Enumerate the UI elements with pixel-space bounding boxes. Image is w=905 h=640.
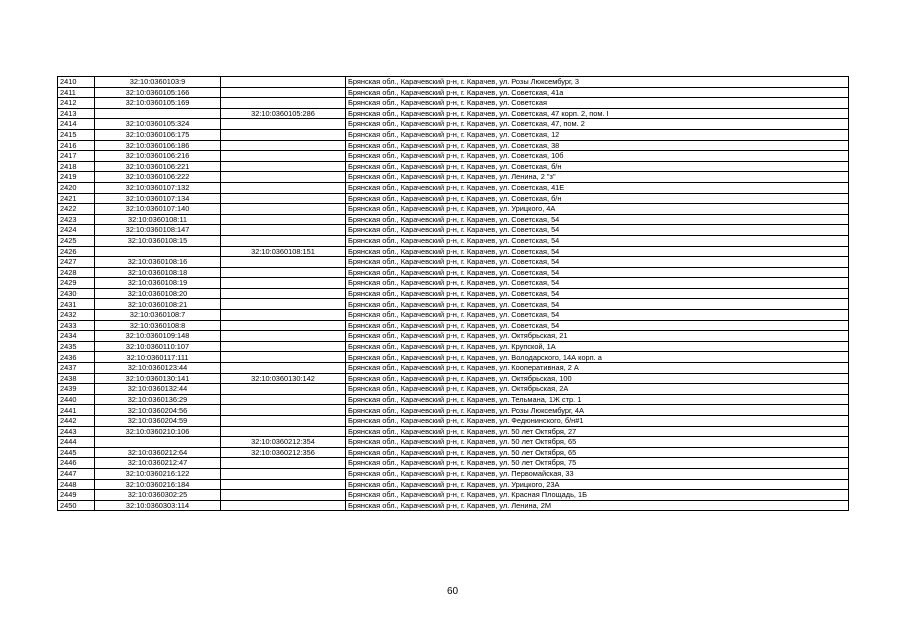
table-row	[58, 363, 849, 374]
secondary-cadastral-number-cell: 32:10:0360105:286	[221, 108, 346, 119]
cadastral-number-cell: 32:10:0360108:18	[95, 267, 221, 278]
address-cell: Брянская обл., Карачевский р-н, г. Карачев, ул. 50 лет Октября, 27	[346, 426, 849, 437]
registry-table-body	[58, 77, 849, 511]
table-row	[58, 447, 849, 458]
table-row	[58, 416, 849, 427]
secondary-cadastral-number-cell	[221, 363, 346, 374]
cadastral-number-cell: 32:10:0360204:56	[95, 405, 221, 416]
address-cell: Брянская обл., Карачевский р-н, г. Карачев, ул. 50 лет Октября, 65	[346, 447, 849, 458]
address-cell: Брянская обл., Карачевский р-н, г. Карачев, ул. Советская, 12	[346, 129, 849, 140]
secondary-cadastral-number-cell	[221, 500, 346, 511]
cadastral-number-cell: 32:10:0360117:111	[95, 352, 221, 363]
secondary-cadastral-number-cell	[221, 320, 346, 331]
cadastral-number-cell: 32:10:0360212:64	[95, 447, 221, 458]
table-row	[58, 479, 849, 490]
row-number-cell: 2428	[58, 267, 95, 278]
table-row	[58, 87, 849, 98]
address-cell: Брянская обл., Карачевский р-н, г. Карачев, ул. Розы Люксембург, 3	[346, 77, 849, 88]
table-row	[58, 394, 849, 405]
address-cell: Брянская обл., Карачевский р-н, г. Карачев, ул. Урицкого, 4А	[346, 204, 849, 215]
row-number-cell: 2444	[58, 437, 95, 448]
cadastral-number-cell	[95, 108, 221, 119]
cadastral-number-cell: 32:10:0360108:21	[95, 299, 221, 310]
cadastral-number-cell	[95, 246, 221, 257]
secondary-cadastral-number-cell: 32:10:0360130:142	[221, 373, 346, 384]
cadastral-number-cell: 32:10:0360132:44	[95, 384, 221, 395]
address-cell: Брянская обл., Карачевский р-н, г. Карачев, ул. Крупской, 1А	[346, 341, 849, 352]
row-number-cell: 2439	[58, 384, 95, 395]
secondary-cadastral-number-cell	[221, 193, 346, 204]
secondary-cadastral-number-cell	[221, 225, 346, 236]
table-row	[58, 437, 849, 448]
table-row	[58, 278, 849, 289]
address-cell: Брянская обл., Карачевский р-н, г. Карачев, ул. Ленина, 2 "з"	[346, 172, 849, 183]
address-cell: Брянская обл., Карачевский р-н, г. Карачев, ул. 50 лет Октября, 75	[346, 458, 849, 469]
cadastral-number-cell: 32:10:0360204:59	[95, 416, 221, 427]
table-row	[58, 214, 849, 225]
row-number-cell: 2442	[58, 416, 95, 427]
cadastral-number-cell: 32:10:0360130:141	[95, 373, 221, 384]
table-row	[58, 193, 849, 204]
secondary-cadastral-number-cell	[221, 341, 346, 352]
row-number-cell: 2447	[58, 468, 95, 479]
row-number-cell: 2425	[58, 235, 95, 246]
row-number-cell: 2443	[58, 426, 95, 437]
row-number-cell: 2441	[58, 405, 95, 416]
secondary-cadastral-number-cell	[221, 405, 346, 416]
secondary-cadastral-number-cell	[221, 310, 346, 321]
address-cell: Брянская обл., Карачевский р-н, г. Карачев, ул. Первомайская, 33	[346, 468, 849, 479]
secondary-cadastral-number-cell: 32:10:0360212:356	[221, 447, 346, 458]
cadastral-number-cell: 32:10:0360108:20	[95, 288, 221, 299]
address-cell: Брянская обл., Карачевский р-н, г. Карачев, ул. Советская, 54	[346, 320, 849, 331]
cadastral-number-cell: 32:10:0360106:175	[95, 129, 221, 140]
cadastral-number-cell: 32:10:0360108:11	[95, 214, 221, 225]
secondary-cadastral-number-cell	[221, 204, 346, 215]
table-row	[58, 140, 849, 151]
address-cell: Брянская обл., Карачевский р-н, г. Карачев, ул. Советская, 41Е	[346, 182, 849, 193]
row-number-cell: 2433	[58, 320, 95, 331]
cadastral-number-cell: 32:10:0360108:7	[95, 310, 221, 321]
table-row	[58, 490, 849, 501]
row-number-cell: 2420	[58, 182, 95, 193]
cadastral-number-cell: 32:10:0360106:216	[95, 151, 221, 162]
secondary-cadastral-number-cell	[221, 267, 346, 278]
table-row	[58, 426, 849, 437]
address-cell: Брянская обл., Карачевский р-н, г. Карачев, ул. Советская, 47 корп. 2, пом. I	[346, 108, 849, 119]
secondary-cadastral-number-cell	[221, 299, 346, 310]
address-cell: Брянская обл., Карачевский р-н, г. Карачев, ул. 50 лет Октября, 65	[346, 437, 849, 448]
address-cell: Брянская обл., Карачевский р-н, г. Карачев, ул. Розы Люксембург, 4А	[346, 405, 849, 416]
secondary-cadastral-number-cell	[221, 278, 346, 289]
row-number-cell: 2415	[58, 129, 95, 140]
cadastral-number-cell: 32:10:0360108:147	[95, 225, 221, 236]
cadastral-number-cell: 32:10:0360108:8	[95, 320, 221, 331]
address-cell: Брянская обл., Карачевский р-н, г. Карачев, ул. Ленина, 2М	[346, 500, 849, 511]
cadastral-number-cell: 32:10:0360107:132	[95, 182, 221, 193]
table-row	[58, 468, 849, 479]
secondary-cadastral-number-cell	[221, 151, 346, 162]
cadastral-number-cell: 32:10:0360216:122	[95, 468, 221, 479]
table-row	[58, 235, 849, 246]
row-number-cell: 2412	[58, 98, 95, 109]
secondary-cadastral-number-cell	[221, 288, 346, 299]
row-number-cell: 2448	[58, 479, 95, 490]
cadastral-number-cell: 32:10:0360302:25	[95, 490, 221, 501]
address-cell: Брянская обл., Карачевский р-н, г. Карачев, ул. Советская, б/н	[346, 161, 849, 172]
cadastral-number-cell: 32:10:0360108:16	[95, 257, 221, 268]
cadastral-number-cell: 32:10:0360303:114	[95, 500, 221, 511]
row-number-cell: 2431	[58, 299, 95, 310]
secondary-cadastral-number-cell	[221, 214, 346, 225]
secondary-cadastral-number-cell	[221, 98, 346, 109]
secondary-cadastral-number-cell	[221, 129, 346, 140]
row-number-cell: 2417	[58, 151, 95, 162]
secondary-cadastral-number-cell	[221, 140, 346, 151]
secondary-cadastral-number-cell	[221, 352, 346, 363]
address-cell: Брянская обл., Карачевский р-н, г. Карачев, ул. Советская	[346, 98, 849, 109]
row-number-cell: 2434	[58, 331, 95, 342]
table-row	[58, 246, 849, 257]
address-cell: Брянская обл., Карачевский р-н, г. Карачев, ул. Советская, 54	[346, 246, 849, 257]
row-number-cell: 2410	[58, 77, 95, 88]
address-cell: Брянская обл., Карачевский р-н, г. Карачев, ул. Советская, 54	[346, 288, 849, 299]
table-row	[58, 288, 849, 299]
row-number-cell: 2449	[58, 490, 95, 501]
row-number-cell: 2438	[58, 373, 95, 384]
row-number-cell: 2413	[58, 108, 95, 119]
cadastral-number-cell: 32:10:0360103:9	[95, 77, 221, 88]
secondary-cadastral-number-cell	[221, 458, 346, 469]
address-cell: Брянская обл., Карачевский р-н, г. Карачев, ул. Октябрьская, 2А	[346, 384, 849, 395]
row-number-cell: 2418	[58, 161, 95, 172]
row-number-cell: 2436	[58, 352, 95, 363]
cadastral-number-cell: 32:10:0360123:44	[95, 363, 221, 374]
address-cell: Брянская обл., Карачевский р-н, г. Карачев, ул. Володарского, 14А корп. а	[346, 352, 849, 363]
row-number-cell: 2421	[58, 193, 95, 204]
address-cell: Брянская обл., Карачевский р-н, г. Карачев, ул. Советская, 54	[346, 257, 849, 268]
table-row	[58, 373, 849, 384]
secondary-cadastral-number-cell	[221, 257, 346, 268]
page-number: 60	[446, 586, 459, 597]
cadastral-number-cell: 32:10:0360136:29	[95, 394, 221, 405]
table-row	[58, 458, 849, 469]
address-cell: Брянская обл., Карачевский р-н, г. Карачев, ул. Советская, 54	[346, 267, 849, 278]
address-cell: Брянская обл., Карачевский р-н, г. Карачев, ул. Урицкого, 23А	[346, 479, 849, 490]
table-row	[58, 119, 849, 130]
row-number-cell: 2450	[58, 500, 95, 511]
row-number-cell: 2416	[58, 140, 95, 151]
address-cell: Брянская обл., Карачевский р-н, г. Карачев, ул. Советская, б/н	[346, 193, 849, 204]
cadastral-number-cell: 32:10:0360107:140	[95, 204, 221, 215]
secondary-cadastral-number-cell	[221, 87, 346, 98]
table-row	[58, 331, 849, 342]
secondary-cadastral-number-cell	[221, 394, 346, 405]
address-cell: Брянская обл., Карачевский р-н, г. Карачев, ул. Советская, 41а	[346, 87, 849, 98]
property-registry-table	[57, 76, 849, 511]
table-row	[58, 182, 849, 193]
secondary-cadastral-number-cell	[221, 172, 346, 183]
table-row	[58, 257, 849, 268]
row-number-cell: 2430	[58, 288, 95, 299]
cadastral-number-cell: 32:10:0360106:222	[95, 172, 221, 183]
cadastral-number-cell: 32:10:0360105:169	[95, 98, 221, 109]
table-row	[58, 151, 849, 162]
row-number-cell: 2414	[58, 119, 95, 130]
cadastral-number-cell	[95, 437, 221, 448]
table-row	[58, 172, 849, 183]
address-cell: Брянская обл., Карачевский р-н, г. Карачев, ул. Тельмана, 1Ж стр. 1	[346, 394, 849, 405]
address-cell: Брянская обл., Карачевский р-н, г. Карачев, ул. Советская, 54	[346, 310, 849, 321]
secondary-cadastral-number-cell	[221, 77, 346, 88]
cadastral-number-cell: 32:10:0360107:134	[95, 193, 221, 204]
address-cell: Брянская обл., Карачевский р-н, г. Карачев, ул. Советская, 10б	[346, 151, 849, 162]
secondary-cadastral-number-cell	[221, 331, 346, 342]
secondary-cadastral-number-cell: 32:10:0360212:354	[221, 437, 346, 448]
address-cell: Брянская обл., Карачевский р-н, г. Карачев, ул. Советская, 54	[346, 214, 849, 225]
secondary-cadastral-number-cell: 32:10:0360108:151	[221, 246, 346, 257]
cadastral-number-cell: 32:10:0360210:106	[95, 426, 221, 437]
cadastral-number-cell: 32:10:0360109:148	[95, 331, 221, 342]
table-row	[58, 204, 849, 215]
address-cell: Брянская обл., Карачевский р-н, г. Карачев, ул. Октябрьская, 21	[346, 331, 849, 342]
address-cell: Брянская обл., Карачевский р-н, г. Карачев, ул. Кооперативная, 2 А	[346, 363, 849, 374]
address-cell: Брянская обл., Карачевский р-н, г. Карачев, ул. Советская, 54	[346, 299, 849, 310]
table-row	[58, 384, 849, 395]
address-cell: Брянская обл., Карачевский р-н, г. Карачев, ул. Советская, 54	[346, 225, 849, 236]
cadastral-number-cell: 32:10:0360216:184	[95, 479, 221, 490]
address-cell: Брянская обл., Карачевский р-н, г. Карачев, ул. Советская, 54	[346, 235, 849, 246]
cadastral-number-cell: 32:10:0360106:186	[95, 140, 221, 151]
cadastral-number-cell: 32:10:0360108:19	[95, 278, 221, 289]
secondary-cadastral-number-cell	[221, 119, 346, 130]
secondary-cadastral-number-cell	[221, 490, 346, 501]
row-number-cell: 2446	[58, 458, 95, 469]
table-row	[58, 98, 849, 109]
secondary-cadastral-number-cell	[221, 235, 346, 246]
cadastral-number-cell: 32:10:0360106:221	[95, 161, 221, 172]
cadastral-number-cell: 32:10:0360105:166	[95, 87, 221, 98]
row-number-cell: 2429	[58, 278, 95, 289]
secondary-cadastral-number-cell	[221, 161, 346, 172]
cadastral-number-cell: 32:10:0360105:324	[95, 119, 221, 130]
table-row	[58, 161, 849, 172]
table-row	[58, 320, 849, 331]
secondary-cadastral-number-cell	[221, 426, 346, 437]
table-row	[58, 352, 849, 363]
table-row	[58, 405, 849, 416]
address-cell: Брянская обл., Карачевский р-н, г. Карачев, ул. Красная Площадь, 1Б	[346, 490, 849, 501]
table-row	[58, 299, 849, 310]
secondary-cadastral-number-cell	[221, 479, 346, 490]
row-number-cell: 2426	[58, 246, 95, 257]
row-number-cell: 2445	[58, 447, 95, 458]
secondary-cadastral-number-cell	[221, 416, 346, 427]
row-number-cell: 2437	[58, 363, 95, 374]
row-number-cell: 2440	[58, 394, 95, 405]
table-row	[58, 129, 849, 140]
row-number-cell: 2435	[58, 341, 95, 352]
table-row	[58, 77, 849, 88]
address-cell: Брянская обл., Карачевский р-н, г. Карачев, ул. Советская, 54	[346, 278, 849, 289]
table-row	[58, 108, 849, 119]
row-number-cell: 2422	[58, 204, 95, 215]
cadastral-number-cell: 32:10:0360212:47	[95, 458, 221, 469]
table-row	[58, 267, 849, 278]
secondary-cadastral-number-cell	[221, 182, 346, 193]
table-row	[58, 225, 849, 236]
row-number-cell: 2423	[58, 214, 95, 225]
row-number-cell: 2419	[58, 172, 95, 183]
address-cell: Брянская обл., Карачевский р-н, г. Карачев, ул. Федюнинского, б/н#1	[346, 416, 849, 427]
row-number-cell: 2427	[58, 257, 95, 268]
table-row	[58, 500, 849, 511]
cadastral-number-cell: 32:10:0360110:107	[95, 341, 221, 352]
address-cell: Брянская обл., Карачевский р-н, г. Карачев, ул. Советская, 47, пом. 2	[346, 119, 849, 130]
table-row	[58, 341, 849, 352]
row-number-cell: 2424	[58, 225, 95, 236]
table-row	[58, 310, 849, 321]
address-cell: Брянская обл., Карачевский р-н, г. Карачев, ул. Октябрьская, 100	[346, 373, 849, 384]
address-cell: Брянская обл., Карачевский р-н, г. Карачев, ул. Советская, 38	[346, 140, 849, 151]
secondary-cadastral-number-cell	[221, 384, 346, 395]
cadastral-number-cell: 32:10:0360108:15	[95, 235, 221, 246]
row-number-cell: 2411	[58, 87, 95, 98]
row-number-cell: 2432	[58, 310, 95, 321]
secondary-cadastral-number-cell	[221, 468, 346, 479]
